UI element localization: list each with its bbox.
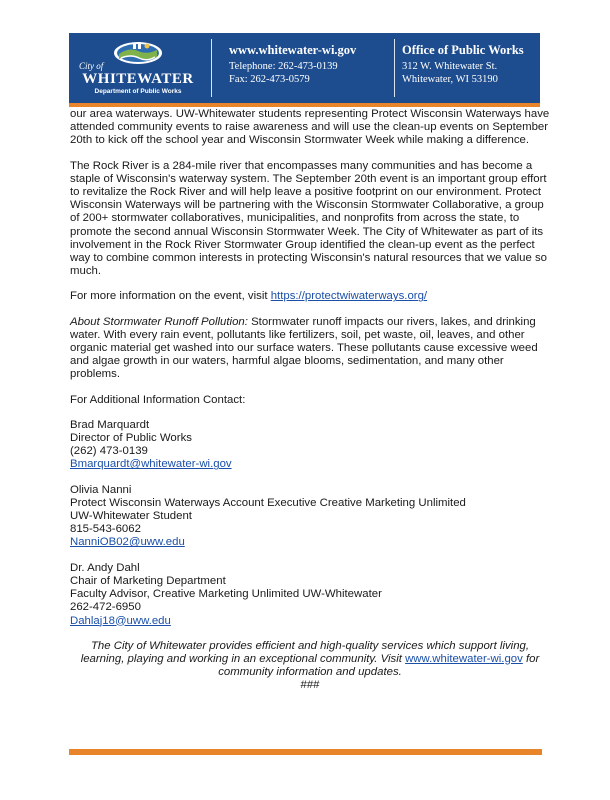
- closing-text-2: for community information and updates.: [218, 652, 540, 679]
- contact-title: Protect Wisconsin Waterways Account Executive Creative Marketing Unlimited: [70, 496, 466, 509]
- contact-phone: 815-543-6062: [70, 523, 141, 536]
- letter-body: [70, 108, 550, 693]
- office-title: Office of Public Works: [402, 43, 524, 57]
- about-label: About Stormwater Runoff Pollution:: [70, 315, 248, 328]
- paragraph-waterways: our area waterways. UW-Whitewater students representing Protect Wisconsin Waterways have attended community events to raise awareness and will use the clean-up events on September 20th to kick off the school year and Wisconsin Stormwater Week while making a difference.: [70, 108, 550, 147]
- header-fax: Fax: 262-473-0579: [229, 74, 310, 85]
- header-divider: [394, 39, 395, 97]
- header-divider: [211, 39, 212, 97]
- contact-phone: 262-472-6950: [70, 601, 141, 614]
- header-contact: [229, 43, 356, 86]
- contact-title-secondary: UW-Whitewater Student: [70, 510, 192, 523]
- header-website[interactable]: www.whitewater-wi.gov: [229, 43, 357, 57]
- contact-title: Director of Public Works: [70, 432, 192, 445]
- contact-email-link[interactable]: Dahlaj18@uww.edu: [70, 614, 171, 627]
- contact-email-link[interactable]: NanniOB02@uww.edu: [70, 536, 185, 549]
- contact-title: Chair of Marketing Department: [70, 574, 226, 587]
- contact-card: [70, 484, 550, 550]
- logo-city-of: City of: [79, 61, 104, 71]
- paragraph-more-info: [70, 290, 550, 303]
- letterhead-banner: [69, 33, 540, 107]
- about-text: Stormwater runoff impacts our rivers, lakes, and drinking water. With every rain event, pollutants like fertilizers, soil, pet waste, oil, leaves, and other organic material get washed into our surface waters. These pollutants cause excessive weed and algae growth in our waters, harmful algae blooms, sedimentation, and many other problems.: [70, 315, 538, 381]
- contact-card: [70, 419, 550, 472]
- logo-department: Department of Public Works: [94, 88, 182, 95]
- header-office: [402, 43, 524, 86]
- contact-card: [70, 562, 550, 628]
- contact-title-secondary: Faculty Advisor, Creative Marketing Unlimited UW-Whitewater: [70, 588, 382, 601]
- contact-heading: For Additional Information Contact:: [70, 393, 246, 406]
- office-address-line1: 312 W. Whitewater St.: [402, 61, 498, 72]
- closing-website-link[interactable]: www.whitewater-wi.gov: [405, 652, 523, 665]
- header-telephone: Telephone: 262-473-0139: [229, 61, 338, 72]
- city-emblem-icon: [111, 39, 165, 65]
- logo-city-name: WHITEWATER: [82, 71, 194, 87]
- closing-statement: [70, 640, 550, 680]
- contact-name: Brad Marquardt: [70, 418, 150, 431]
- protect-waterways-link[interactable]: https://protectwiwaterways.org/: [270, 290, 428, 303]
- paragraph-rock-river: The Rock River is a 284-mile river that encompasses many communities and has become a staple of Wisconsin's waterway system. The September 20th event is an important group effort to revitalize the Rock River and will help leave a positive footprint on our environment. Protect Wisconsin Waterways will be partnering with the Wisconsin Stormwater Collaborative, a group of 200+ stormwater collaboratives, municipalities, and nonprofits from across the state, to promote the second annual Wisconsin Stormwater Week. The City of Whitewater as part of its involvement in the Rock River Stormwater Group identified the clean-up event as the perfect way to combine common interests in protecting Wisconsin's natural resources that we value so much.: [70, 159, 547, 278]
- more-info-text: For more information on the event, visit: [70, 290, 271, 303]
- closing-text-1: The City of Whitewater provides efficient and high-quality services which support living, learning, playing and working in an exceptional community. Visit: [80, 639, 530, 665]
- city-logo: [75, 39, 201, 97]
- contact-name: Olivia Nanni: [70, 483, 132, 496]
- office-address-line2: Whitewater, WI 53190: [402, 74, 498, 85]
- paragraph-about-runoff: [70, 316, 550, 382]
- contact-phone: (262) 473-0139: [70, 445, 148, 458]
- end-mark: ###: [300, 679, 320, 692]
- footer-accent-bar: [69, 749, 542, 755]
- contact-email-link[interactable]: Bmarquardt@whitewater-wi.gov: [70, 458, 232, 471]
- contact-name: Dr. Andy Dahl: [70, 561, 140, 574]
